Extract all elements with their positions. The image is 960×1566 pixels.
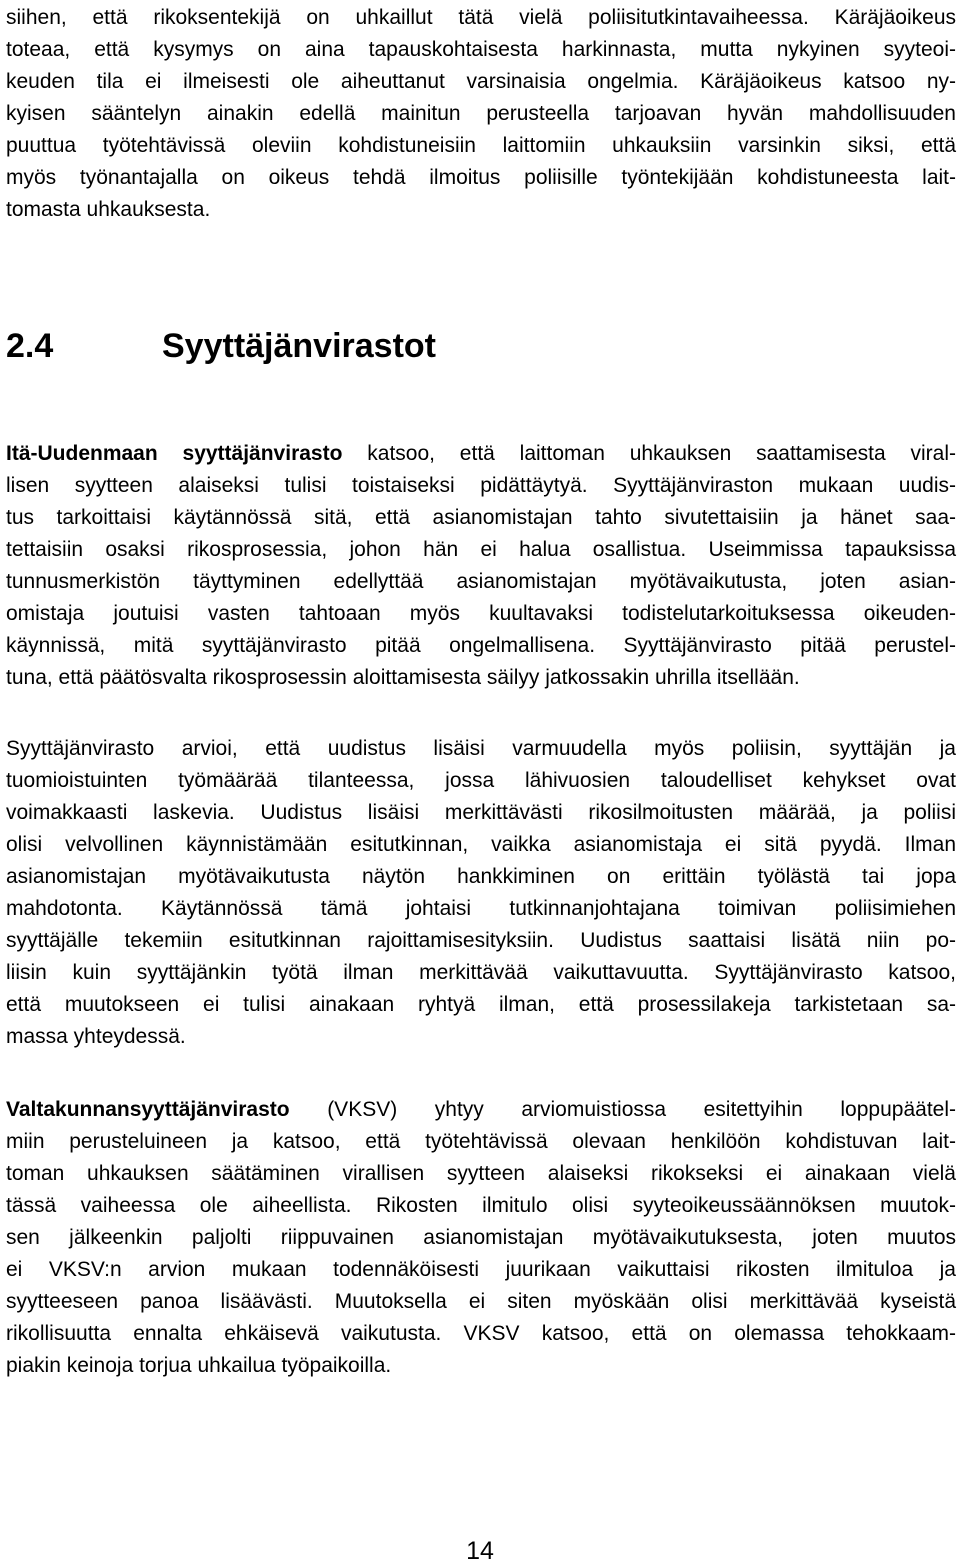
paragraph-line: voimakkaasti laskevia. Uudistus lisäisi merkittävästi rikosilmoitusten määrää, ja poliisi <box>6 801 956 824</box>
paragraph-line: syyttäjälle tekemiin esitutkinnan rajoittamisesityksiin. Uudistus saattaisi lisätä niin po- <box>6 929 956 952</box>
paragraph-text: katsoo, että laittoman uhkauksen saattamisesta viral- <box>342 442 956 465</box>
paragraph-line: massa yhteydessä. <box>6 1025 186 1048</box>
paragraph-line: ei VKSV:n arvion mukaan todennäköisesti juurikaan vaikuttaisi rikosten ilmituloa ja <box>6 1258 956 1281</box>
paragraph-text: (VKSV) yhtyy arviomuistiossa esitettyihin loppupäätel- <box>289 1098 956 1121</box>
paragraph-line: rikollisuutta ennalta ehkäisevä vaikutusta. VKSV katsoo, että on olemassa tehokkaam- <box>6 1322 956 1345</box>
paragraph-line: tuomioistuinten työmäärää tilanteessa, jossa lähivuosien taloudelliset kehykset ovat <box>6 769 956 792</box>
paragraph-line: tunnusmerkistön täyttyminen edellyttää asianomistajan myötävaikutusta, joten asian- <box>6 570 956 593</box>
paragraph-line: käynnissä, mitä syyttäjänvirasto pitää ongelmallisena. Syyttäjänvirasto pitää perustel- <box>6 634 956 657</box>
paragraph-line: miin perusteluineen ja katsoo, että työtehtävissä olevaan henkilöön kohdistuvan lait- <box>6 1130 956 1153</box>
paragraph-line <box>6 1096 956 1124</box>
paragraph-line: tus tarkoittaisi käytännössä sitä, että asianomistajan tahto sivutettaisiin ja hänet saa- <box>6 506 956 529</box>
paragraph-line: keuden tila ei ilmeisesti ole aiheuttanut varsinaisia ongelmia. Käräjäoikeus katsoo ny- <box>6 70 956 93</box>
paragraph-line: mahdotonta. Käytännössä tämä johtaisi tutkinnanjohtajana toimivan poliisimiehen <box>6 897 956 920</box>
paragraph-line: syytteeseen panoa lisäävästi. Muutoksella ei siten myöskään olisi merkittävää kyseistä <box>6 1290 956 1313</box>
section-title: Syyttäjänvirastot <box>162 327 436 365</box>
paragraph-line: myös työnantajalla on oikeus tehdä ilmoitus poliisille työntekijään kohdistuneesta lait- <box>6 166 956 189</box>
paragraph-line: siihen, että rikoksentekijä on uhkaillut tätä vielä poliisitutkintavaiheessa. Käräjäoikeus <box>6 6 956 29</box>
paragraph-line: tässä vaiheessa ole aiheellista. Rikosten ilmitulo olisi syyteoikeussäännöksen muutok- <box>6 1194 956 1217</box>
section-number: 2.4 <box>6 327 54 365</box>
paragraph-line: puuttua työtehtävissä oleviin kohdistuneisiin laittomiin uhkauksiin varsinkin siksi, että <box>6 134 956 157</box>
paragraph-line: olisi velvollinen käynnistämään esitutkinnan, vaikka asianomistaja ei sitä pyydä. Ilman <box>6 833 956 856</box>
paragraph-line: toman uhkauksen säätäminen virallisen syytteen alaiseksi rikokseksi ei ainakaan vielä <box>6 1162 956 1185</box>
section-heading <box>6 324 436 368</box>
paragraph-line: omistaja joutuisi vasten tahtoaan myös kuultavaksi todistelutarkoituksessa oikeuden- <box>6 602 956 625</box>
paragraph-line: että muutokseen ei tulisi ainakaan ryhtyä ilman, että prosessilakeja tarkistetaan sa- <box>6 993 956 1016</box>
paragraph-line: Syyttäjänvirasto arvioi, että uudistus lisäisi varmuudella myös poliisin, syyttäjän ja <box>6 737 956 760</box>
page-number: 14 <box>466 1537 494 1565</box>
paragraph-line: tomasta uhkauksesta. <box>6 198 211 221</box>
paragraph-line <box>6 440 956 468</box>
paragraph-line: toteaa, että kysymys on aina tapauskohtaisesta harkinnasta, mutta nykyinen syyteoi- <box>6 38 956 61</box>
organization-name: Itä-Uudenmaan syyttäjänvirasto <box>6 442 343 465</box>
paragraph-line: liisin kuin syyttäjänkin työtä ilman merkittävää vaikuttavuutta. Syyttäjänvirasto katsoo, <box>6 961 956 984</box>
paragraph-line: tettaisiin osaksi rikosprosessia, johon hän ei halua osallistua. Useimmissa tapauksissa <box>6 538 956 561</box>
paragraph-line: tuna, että päätösvalta rikosprosessin aloittamisesta säilyy jatkossakin uhrilla itsellään. <box>6 666 800 689</box>
organization-name: Valtakunnansyyttäjänvirasto <box>6 1098 290 1121</box>
paragraph-line: asianomistajan myötävaikutusta näytön hankkiminen on erittäin työlästä tai jopa <box>6 865 956 888</box>
paragraph-line: kyisen sääntelyn ainakin edellä mainitun perusteella tarjoavan hyvän mahdollisuuden <box>6 102 956 125</box>
paragraph-line: lisen syytteen alaiseksi tulisi toistaiseksi pidättäytyä. Syyttäjänviraston mukaan uudis- <box>6 474 956 497</box>
paragraph-line: sen jälkeenkin paljolti riippuvainen asianomistajan myötävaikutuksesta, joten muutos <box>6 1226 956 1249</box>
paragraph-line: piakin keinoja torjua uhkailua työpaikoilla. <box>6 1354 392 1377</box>
